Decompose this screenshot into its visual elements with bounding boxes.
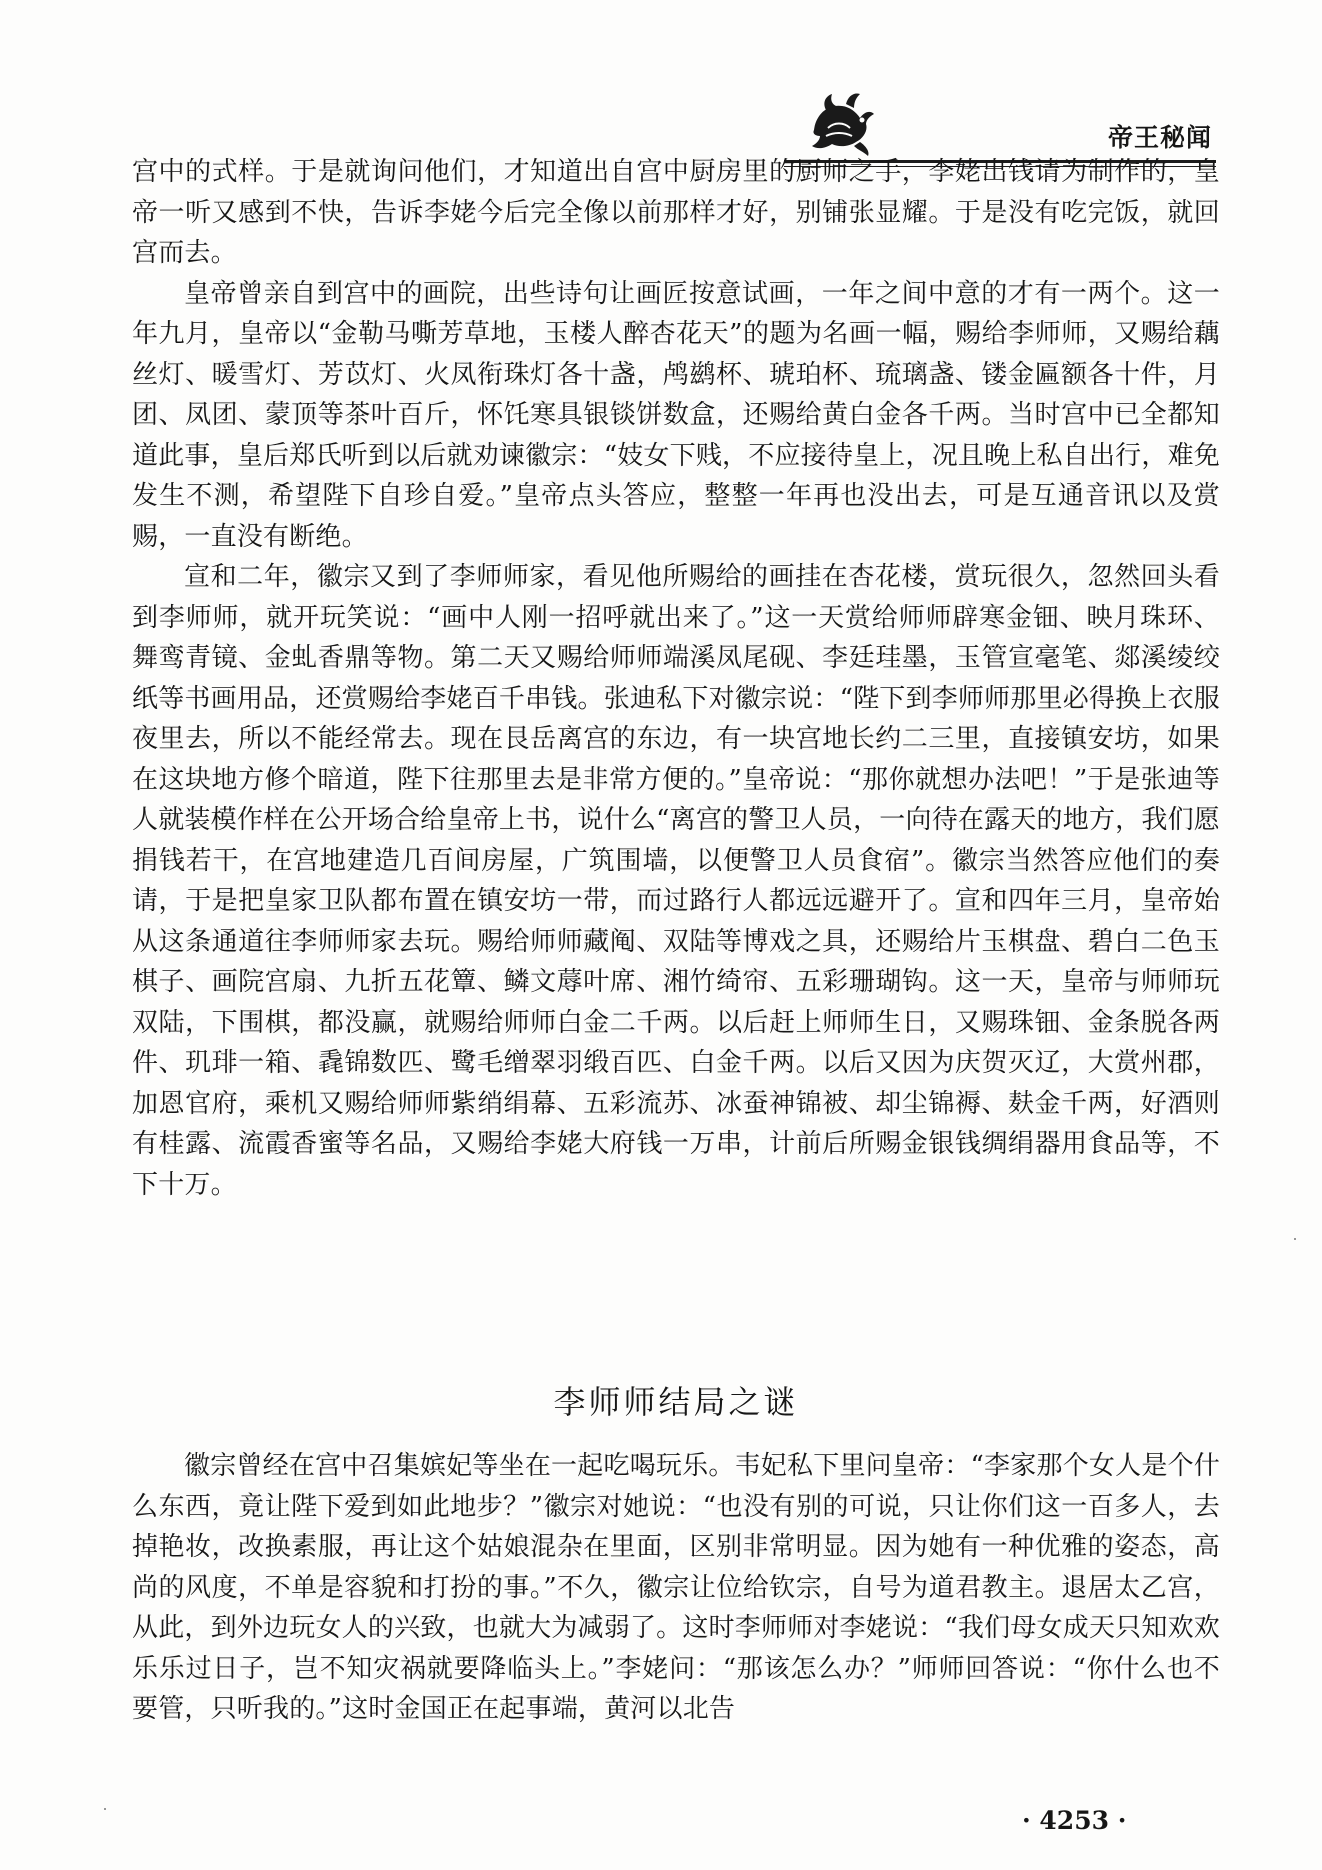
body-text-top — [132, 152, 1220, 1205]
dragon-icon — [806, 90, 878, 156]
paragraph: 徽宗曾经在宫中召集嫔妃等坐在一起吃喝玩乐。韦妃私下里问皇帝：“李家那个女人是个什么东西，竟让陛下爱到如此地步？”徽宗对她说：“也没有别的可说，只让你们这一百多人，去掉艳妆，改换素服，再让这个姑娘混杂在里面，区别非常明显。因为她有一种优雅的姿态，高尚的风度，不单是容貌和打扮的事。”不久，徽宗让位给钦宗，自号为道君教主。退居太乙宫，从此，到外边玩女人的兴致，也就大为减弱了。这时李师师对李姥说：“我们母女成天只知欢欢乐乐过日子，岂不知灾祸就要降临头上。”李姥问：“那该怎么办？”师师回答说：“你什么也不要管，只听我的。”这时金国正在起事端，黄河以北告 — [132, 1451, 1220, 1724]
paragraph: 宣和二年，徽宗又到了李师师家，看见他所赐给的画挂在杏花楼，赏玩很久，忽然回头看到李师师，就开玩笑说：“画中人刚一招呼就出来了。”这一天赏给师师辟寒金钿、映月珠环、舞鸾青镜、金虬香鼎等物。第二天又赐给师师端溪凤尾砚、李廷珪墨，玉管宣毫笔、郯溪绫绞纸等书画用品，还赏赐给李姥百千串钱。张迪私下对徽宗说：“陛下到李师师那里必得换上衣服夜里去，所以不能经常去。现在艮岳离宫的东边，有一块宫地长约二三里，直接镇安坊，如果在这块地方修个暗道，陛下往那里去是非常方便的。”皇帝说：“那你就想办法吧！”于是张迪等人就装模作样在公开场合给皇帝上书，说什么“离宫的警卫人员，一向待在露天的地方，我们愿捐钱若干，在宫地建造几百间房屋，广筑围墙，以便警卫人员食宿”。徽宗当然答应他们的奏请，于是把皇家卫队都布置在镇安坊一带，而过路行人都远远避开了。宣和四年三月，皇帝始从这条通道往李师师家去玩。赐给师师藏阄、双陆等博戏之具，还赐给片玉棋盘、碧白二色玉棋子、画院宫扇、九折五花簟、鳞文蓐叶席、湘竹绮帘、五彩珊瑚钩。这一天，皇帝与师师玩双陆，下围棋，都没赢，就赐给师师白金二千两。以后赶上师师生日，又赐珠钿、金条脱各两件、玑琲一箱、毳锦数匹、鹭毛缯翠羽缎百匹、白金千两。以后又因为庆贺灭辽，大赏州郡，加恩官府，乘机又赐给师师紫绡绢幕、五彩流苏、冰蚕神锦被、却尘锦褥、麸金千两，好酒则有桂露、流霞香蜜等名品，又赐给李姥大府钱一万串，计前后所赐金银钱绸绢器用食品等，不下十万。 — [132, 562, 1220, 1200]
page-number: · 4253 · — [1022, 1806, 1127, 1835]
section-heading: 李师师结局之谜 — [553, 1383, 799, 1421]
body-text-bottom — [132, 1446, 1220, 1730]
paragraph: 皇帝曾亲自到宫中的画院，出些诗句让画匠按意试画，一年之间中意的才有一两个。这一年九月，皇帝以“金勒马嘶芳草地，玉楼人醉杏花天”的题为名画一幅，赐给李师师，又赐给藕丝灯、暖雪灯、芳苡灯、火凤衔珠灯各十盏，鸬鹚杯、琥珀杯、琉璃盏、镂金匾额各十件，月团、凤团、蒙顶等茶叶百斤，怀饦寒具银锬饼数盒，还赐给黄白金各千两。当时宫中已全都知道此事，皇后郑氏听到以后就劝谏徽宗：“妓女下贱，不应接待皇上，况且晚上私自出行，难免发生不测，希望陛下自珍自爱。”皇帝点头答应，整整一年再也没出去，可是互通音讯以及赏赐，一直没有断绝。 — [132, 278, 1220, 552]
scan-speck — [1294, 1238, 1296, 1240]
scan-speck — [104, 1808, 106, 1810]
paragraph: 宫中的式样。于是就询问他们，才知道出自宫中厨房里的厨师之手，李姥出钱请为制作的，皇帝一听又感到不快，告诉李姥今后完全像以前那样才好，别铺张显耀。于是没有吃完饭，就回宫而去。 — [132, 157, 1220, 268]
running-title: 帝王秘闻 — [1108, 123, 1213, 152]
